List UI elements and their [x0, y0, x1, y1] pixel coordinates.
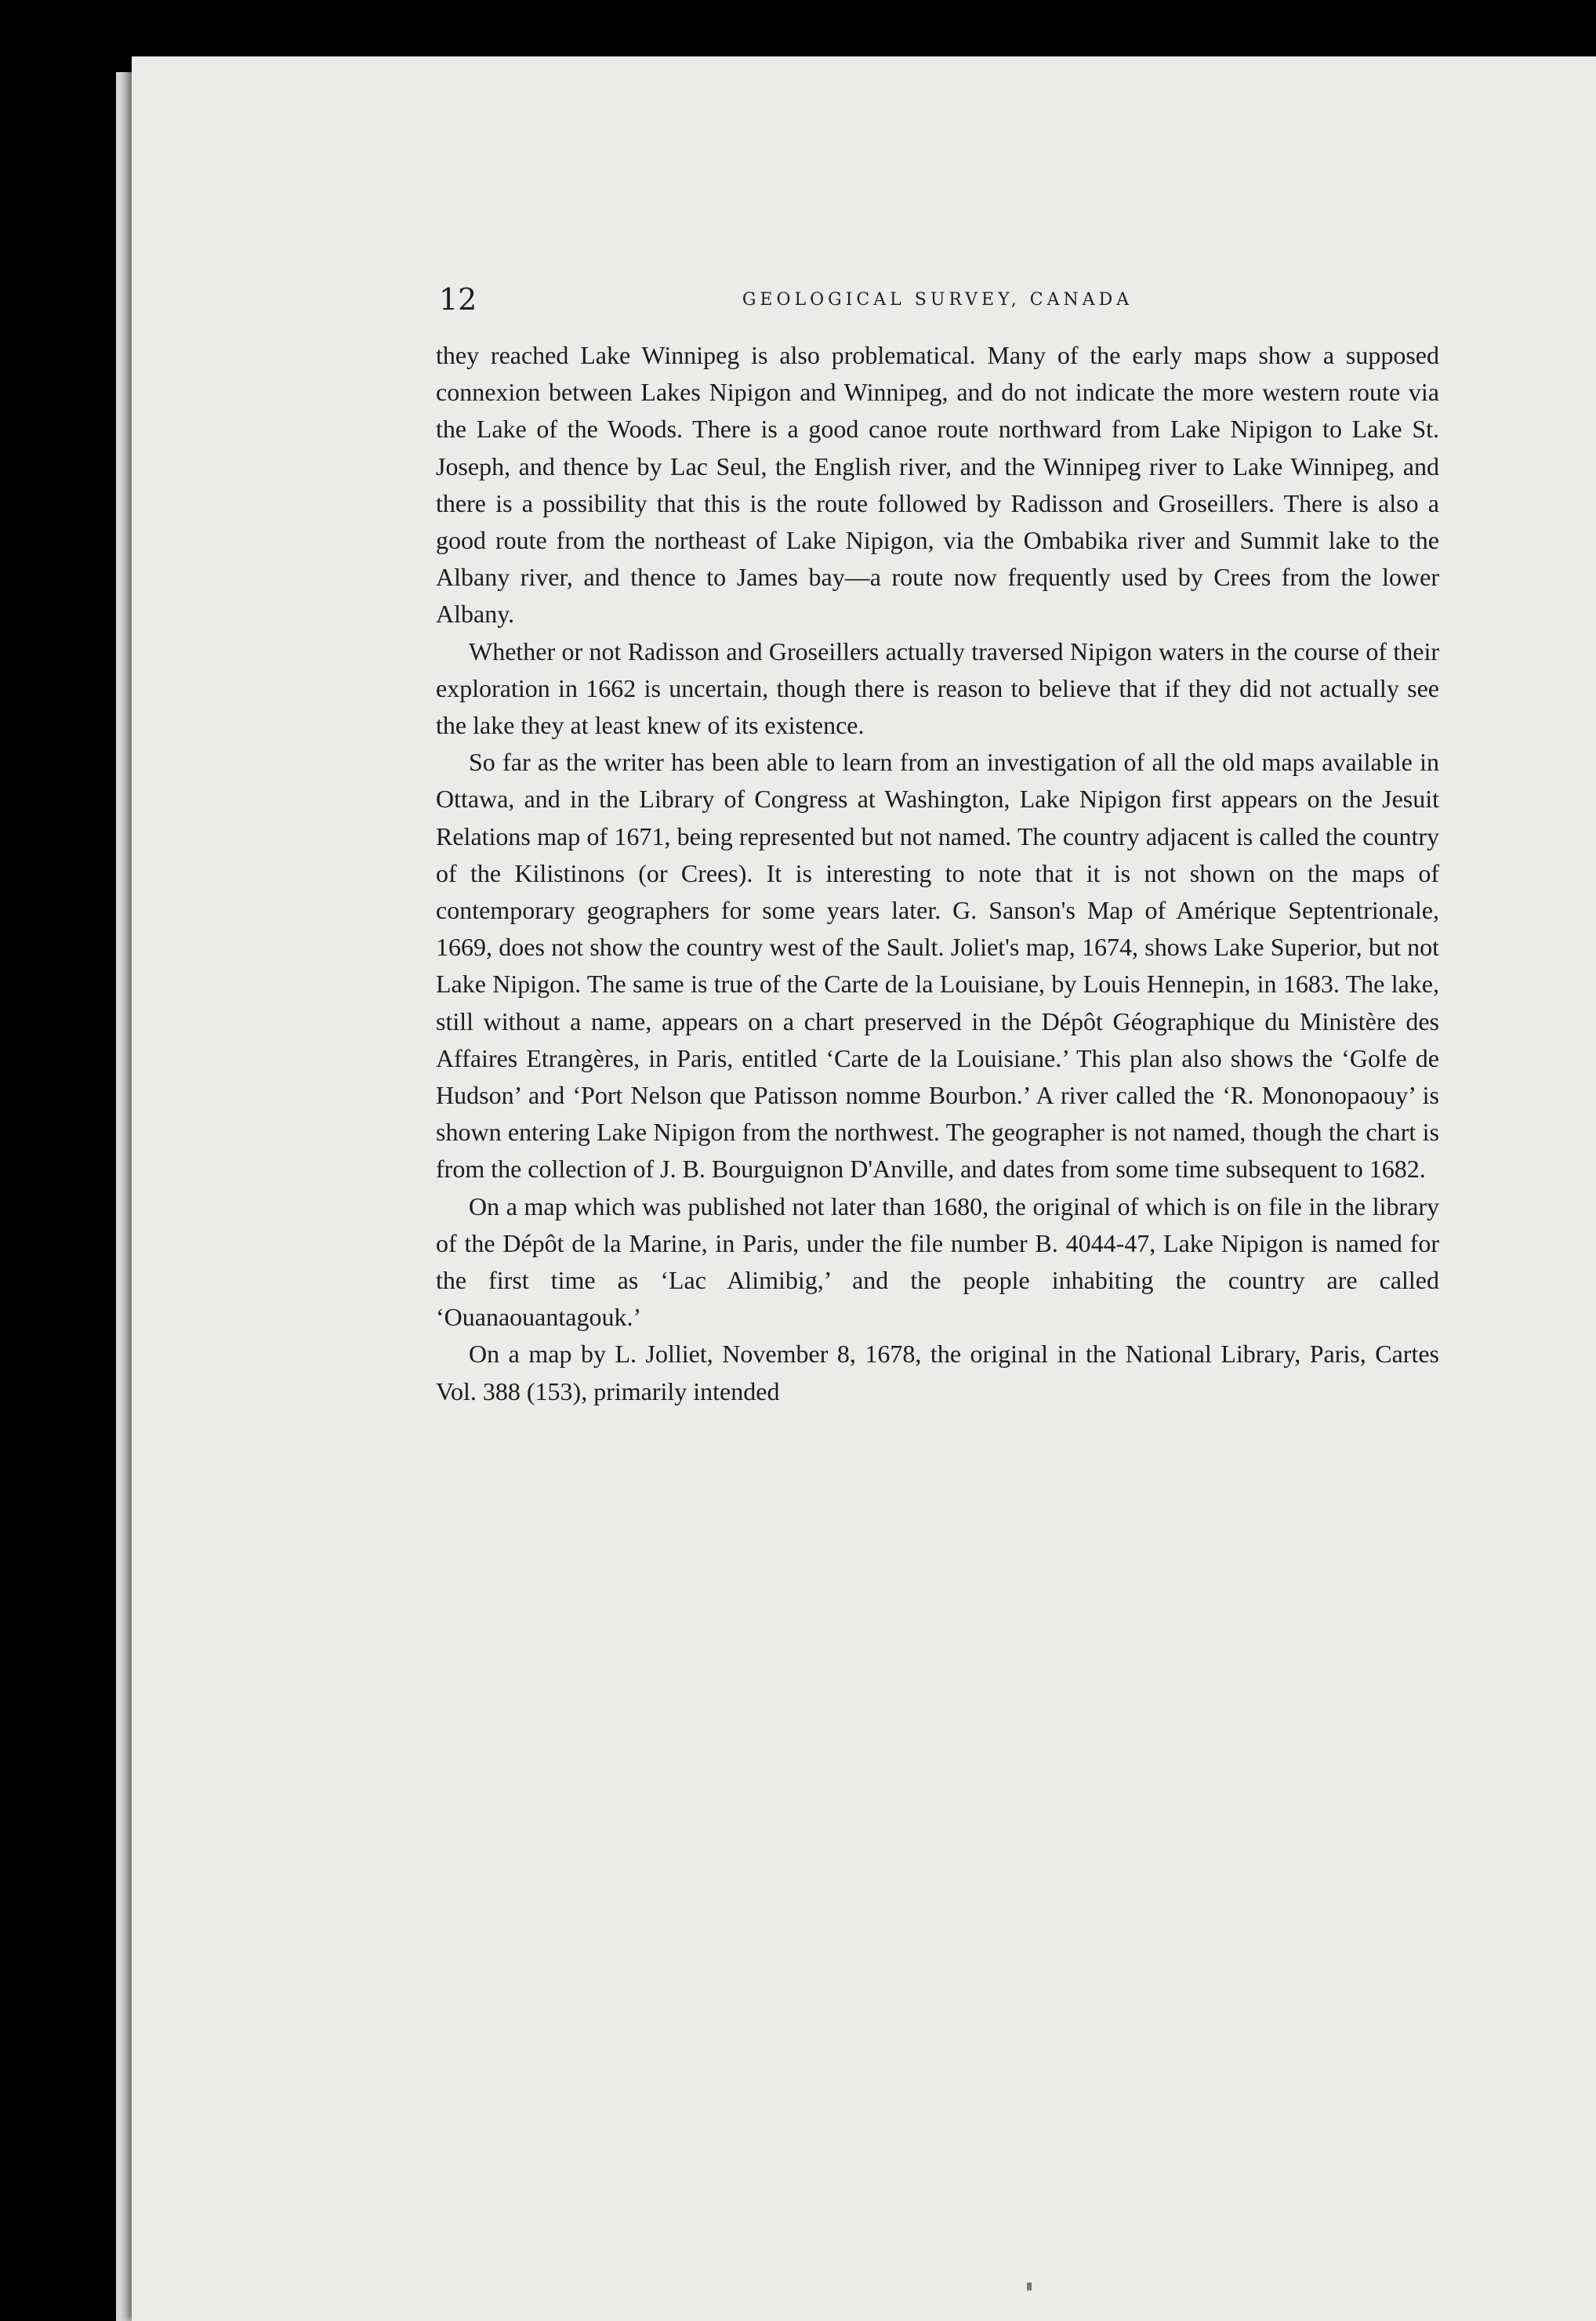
- body-text: [436, 337, 1439, 1410]
- page-number: 12: [439, 282, 477, 317]
- page-header: [439, 282, 1436, 329]
- paragraph: they reached Lake Winnipeg is also problematical. Many of the early maps show a supposed connexion between Lakes Nipigon and Winnipeg, and do not indicate the more western route via the Lake of the Woods. There is a good canoe route northward from Lake Nipigon to Lake St. Joseph, and thence by Lac Seul, the English river, and the Winnipeg river to Lake Winnipeg, and there is a possibility that this is the route followed by Radisson and Groseillers. There is also a good route from the northeast of Lake Nipigon, via the Ombabika river and Summit lake to the Albany river, and thence to James bay—a route now frequently used by Crees from the lower Albany.: [436, 341, 1439, 629]
- paragraph: So far as the writer has been able to learn from an investigation of all the old maps available in Ottawa, and in the Library of Congress at Washington, Lake Nipigon first appears on the Jesuit Relations map of 1671, being represented but not named. The country adjacent is called the country of the Kilistinons (or Crees). It is interesting to note that it is not shown on the maps of contemporary geographers for some years later. G. Sanson's Map of Amérique Septentrionale, 1669, does not show the country west of the Sault. Joliet's map, 1674, shows Lake Superior, but not Lake Nipigon. The same is true of the Carte de la Louisiane, by Louis Hennepin, in 1683. The lake, still without a name, appears on a chart preserved in the Dépôt Géographique du Ministère des Affaires Etrangères, in Paris, entitled ‘Carte de la Louisiane.’ This plan also shows the ‘Golfe de Hudson’ and ‘Port Nelson que Patisson nomme Bourbon.’ A river called the ‘R. Mononopaouy’ is shown entering Lake Nipigon from the northwest. The geographer is not named, though the chart is from the collection of J. B. Bourguignon D'Anville, and dates from some time subsequent to 1682.: [436, 748, 1439, 1184]
- paragraph: On a map which was published not later than 1680, the original of which is on file in the library of the Dépôt de la Marine, in Paris, under the file number B. 4044-47, Lake Nipigon is named for the first time as ‘Lac Alimibig,’ and the people inhabiting the country are called ‘Ouanaouantagouk.’: [436, 1191, 1439, 1332]
- paragraph: Whether or not Radisson and Groseillers actually traversed Nipigon waters in the course of their exploration in 1662 is uncertain, though there is reason to believe that if they did not actually see the lake they at least knew of its existence.: [436, 636, 1439, 740]
- paragraph: On a map by L. Jolliet, November 8, 1678, the original in the National Library, Paris, Cartes Vol. 388 (153), primarily intended: [436, 1340, 1439, 1405]
- running-head: GEOLOGICAL SURVEY, CANADA: [742, 290, 1134, 310]
- scan-speck: [1027, 2283, 1032, 2290]
